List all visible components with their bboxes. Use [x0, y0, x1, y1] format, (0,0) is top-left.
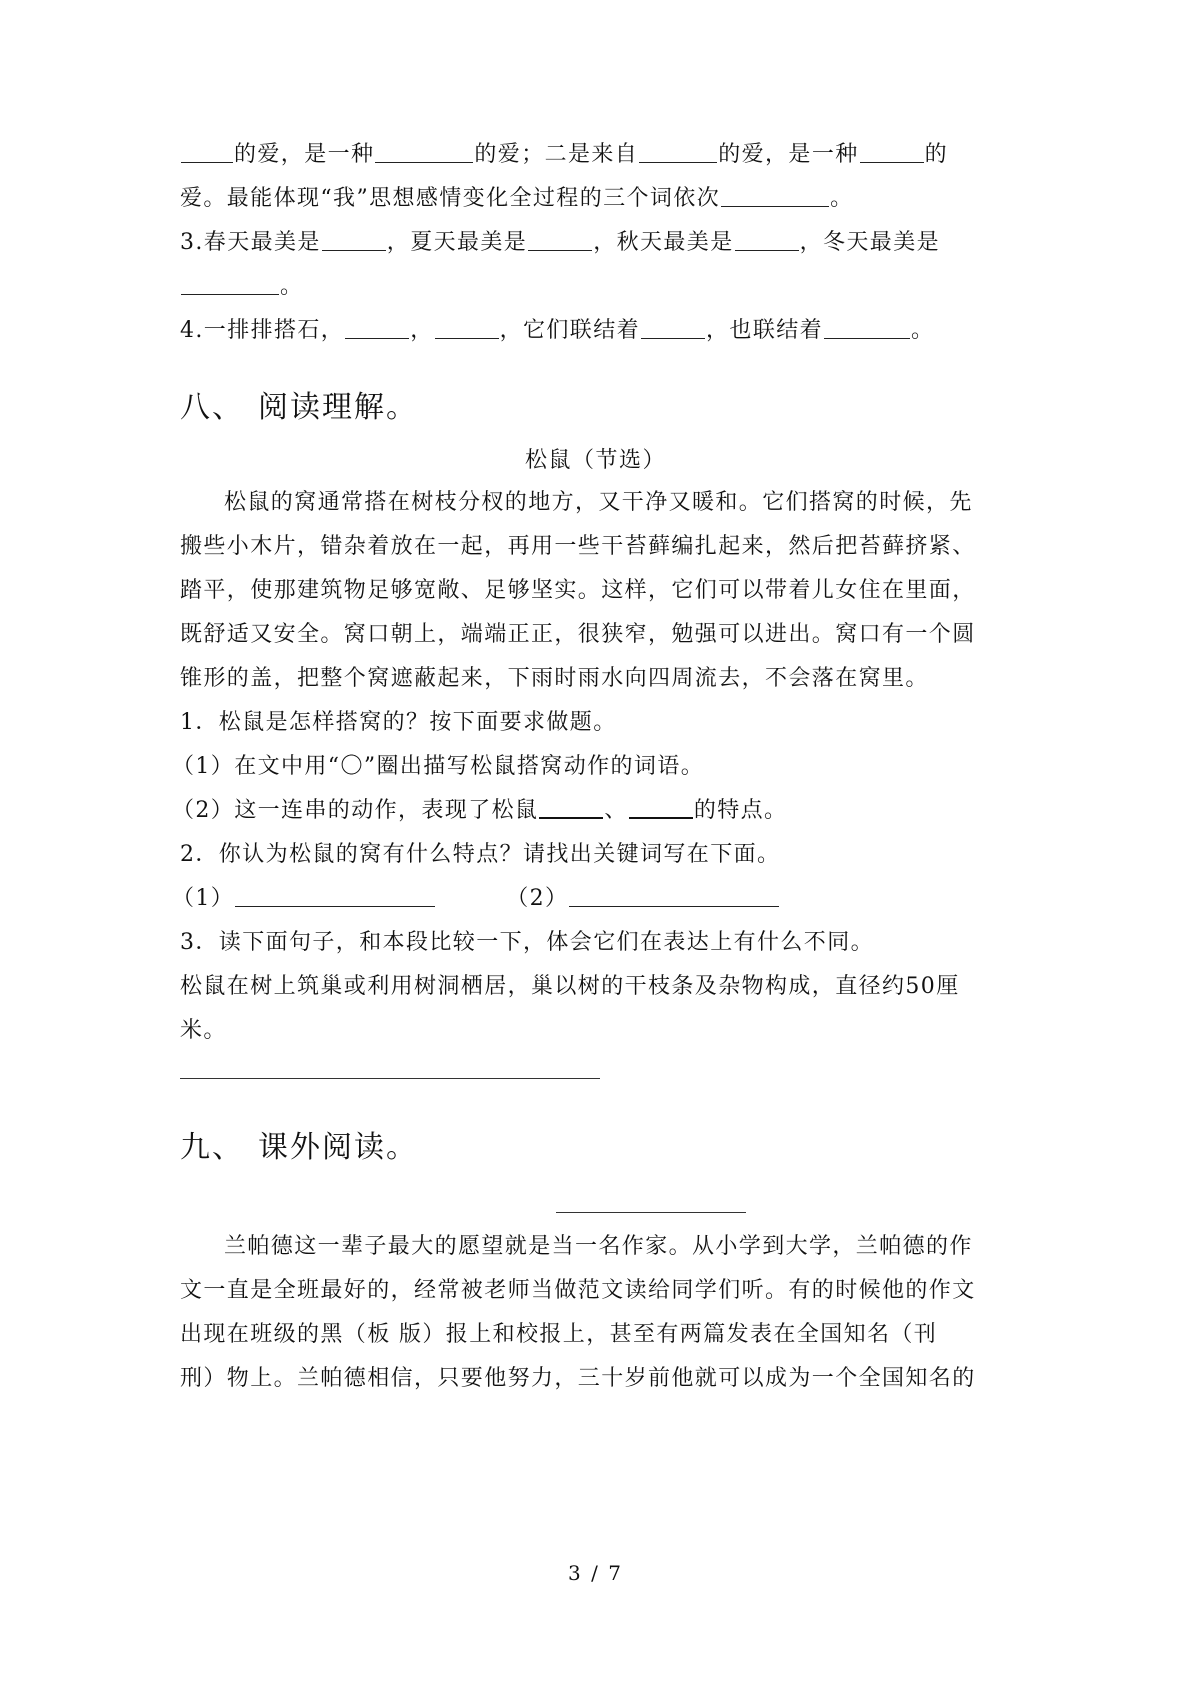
- text: 3.春天最美是: [180, 230, 321, 255]
- text: （2）这一连串的动作，表现了松鼠: [172, 798, 539, 823]
- answer-blank[interactable]: [569, 886, 779, 907]
- passage-line: 文一直是全班最好的，经常被老师当做范文读给同学们听。有的时候他的作文: [180, 1278, 976, 1303]
- text: ，夏天最美是: [386, 230, 528, 255]
- text: 的爱，是一种: [234, 142, 375, 167]
- passage-line: 搬些小木片，错杂着放在一起，再用一些干苔藓编扎起来，然后把苔藓挤紧、: [180, 534, 976, 559]
- answer-blank[interactable]: [721, 186, 829, 207]
- passage-line: 锥形的盖，把整个窝遮蔽起来，下雨时雨水向四周流去，不会落在窝里。: [180, 666, 929, 691]
- passage-line: 出现在班级的黑（板 版）报上和校报上，甚至有两篇发表在全国知名（刊: [180, 1322, 938, 1347]
- text: ，: [410, 318, 434, 343]
- question-3-cont: [180, 272, 303, 302]
- text: 4.一排排搭石，: [180, 318, 345, 343]
- question-3: [180, 228, 940, 258]
- fill-line-1: [180, 140, 948, 170]
- passage-line: 既舒适又安全。窝口朝上，端端正正，很狭窄，勉强可以进出。窝口有一个圆: [180, 622, 976, 647]
- question-1: 1．松鼠是怎样搭窝的？按下面要求做题。: [180, 710, 617, 735]
- question-3-sentence: 松鼠在树上筑巢或利用树洞栖居，巢以树的干枝条及杂物构成，直径约50厘: [180, 974, 960, 999]
- text: ，秋天最美是: [593, 230, 734, 255]
- answer-blank[interactable]: [181, 142, 233, 163]
- answer-blank[interactable]: [539, 797, 603, 819]
- question-3-sentence: 米。: [180, 1018, 227, 1043]
- answer-blank[interactable]: [435, 318, 499, 339]
- section-number: 八、: [180, 390, 244, 425]
- answer-blank[interactable]: [641, 318, 705, 339]
- answer-blank[interactable]: [322, 230, 386, 251]
- section-number: 九、: [180, 1130, 244, 1165]
- text: ，也联结着: [706, 318, 824, 343]
- question-4: [180, 316, 934, 346]
- option-label: （2）: [506, 886, 569, 911]
- fill-line-2: [180, 184, 854, 214]
- text: 的特点。: [693, 798, 788, 823]
- text: ，冬天最美是: [799, 230, 941, 255]
- answer-line[interactable]: [180, 1078, 600, 1079]
- passage-line: 刑）物上。兰帕德相信，只要他努力，三十岁前他就可以成为一个全国知名的: [180, 1366, 976, 1391]
- text: 的爱，是一种: [718, 142, 859, 167]
- section-heading-8: [180, 388, 418, 428]
- section-title: 课外阅读。: [258, 1130, 418, 1165]
- text: 、: [604, 798, 628, 823]
- answer-blank[interactable]: [824, 318, 910, 339]
- text: 的爱；二是来自: [474, 142, 639, 167]
- section-heading-9: [180, 1128, 418, 1168]
- passage-title: 松鼠（节选）: [524, 448, 666, 473]
- answer-blank[interactable]: [181, 274, 279, 295]
- text: 的: [924, 142, 949, 167]
- passage-line: 兰帕德这一辈子最大的愿望就是当一名作家。从小学到大学，兰帕德的作: [224, 1234, 973, 1259]
- answer-blank[interactable]: [345, 318, 409, 339]
- text: 。: [280, 274, 304, 299]
- text: 爱。最能体现“我”思想感情变化全过程的三个词依次: [180, 186, 721, 211]
- answer-blank[interactable]: [528, 230, 592, 251]
- page-number: 3 / 7: [568, 1561, 623, 1585]
- section-title: 阅读理解。: [258, 390, 418, 425]
- answer-blank[interactable]: [735, 230, 799, 251]
- answer-blank[interactable]: [860, 142, 924, 163]
- answer-blank[interactable]: [629, 797, 693, 819]
- question-1-2: [172, 796, 787, 826]
- answer-blank[interactable]: [375, 142, 473, 163]
- text: ，它们联结着: [499, 318, 641, 343]
- title-blank-line[interactable]: [556, 1212, 746, 1213]
- question-2: 2．你认为松鼠的窝有什么特点？请找出关键词写在下面。: [180, 842, 781, 867]
- answer-blank[interactable]: [235, 886, 435, 907]
- passage-line: 踏平，使那建筑物足够宽敞、足够坚实。这样，它们可以带着儿女住在里面，: [180, 578, 976, 603]
- question-3: 3．读下面句子，和本段比较一下，体会它们在表达上有什么不同。: [180, 930, 874, 955]
- text: 。: [830, 186, 854, 211]
- question-1-1: （1）在文中用“〇”圈出描写松鼠搭窝动作的词语。: [172, 754, 705, 779]
- passage-line: 松鼠的窝通常搭在树枝分杈的地方，又干净又暖和。它们搭窝的时候，先: [224, 490, 973, 515]
- text: 。: [911, 318, 935, 343]
- answer-blank[interactable]: [639, 142, 717, 163]
- option-label: （1）: [172, 886, 235, 911]
- question-2-options: [172, 884, 780, 914]
